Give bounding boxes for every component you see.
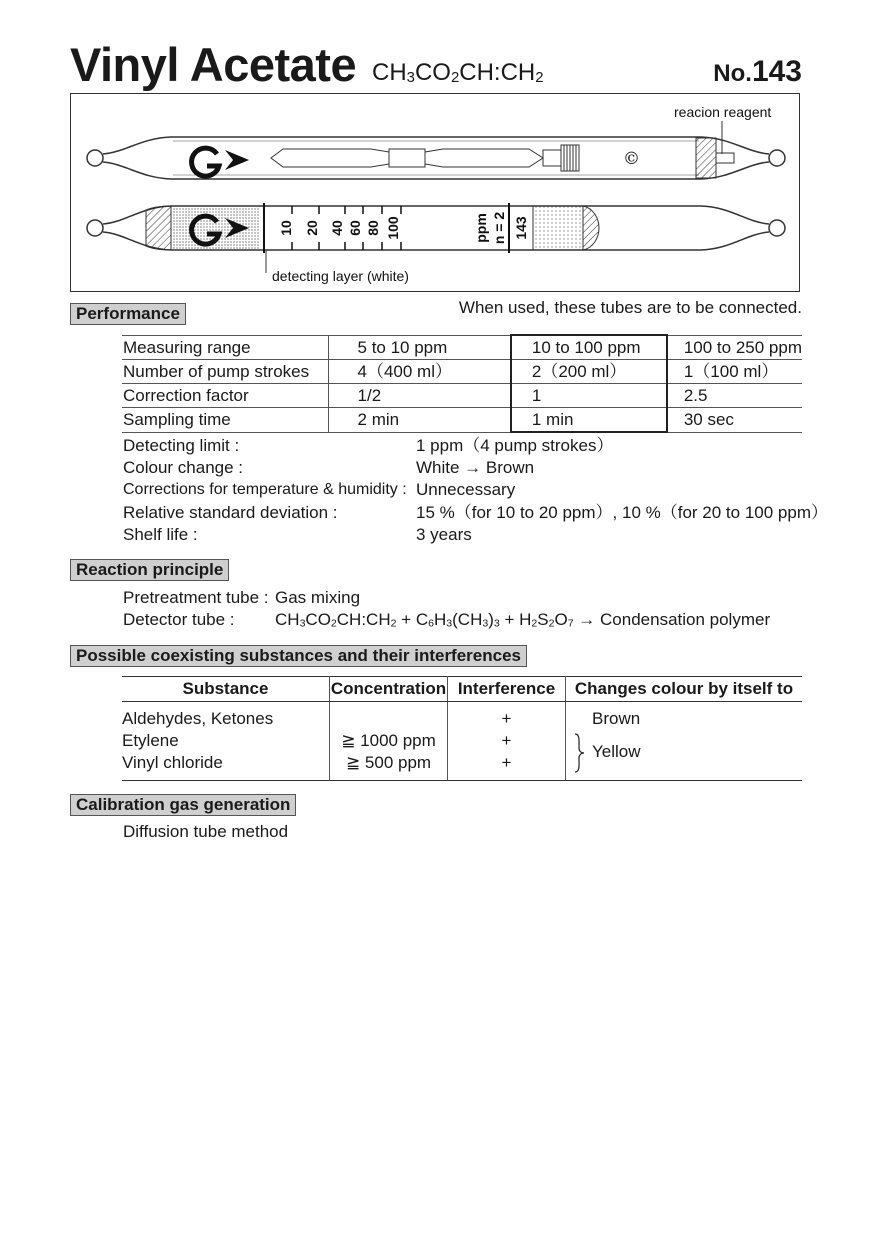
table-row <box>122 408 802 433</box>
concentration-value <box>330 708 447 730</box>
connection-note: When used, these tubes are to be connected. <box>458 298 802 317</box>
pretreatment-value: Gas mixing <box>275 588 361 607</box>
table-cell: 1 <box>511 384 667 408</box>
reaction-equation: $CH_3CO_2CH:CH_2 + C_6H_3(CH_3)_3 + H_2S_2O_7$ → Condensation polymer <box>275 610 771 630</box>
deviation-value: 15 %（for 10 to 20 ppm）, 10 %（for 20 to 100 ppm） <box>416 503 828 522</box>
table-cell: 2（200 ml） <box>511 360 667 384</box>
substance-name: Vinyl chloride <box>122 753 223 772</box>
substance-name: Aldehydes, Ketones <box>122 709 274 728</box>
corrections-label: Corrections for temperature & humidity : <box>123 481 407 498</box>
pretreatment-tube <box>87 121 785 179</box>
pretreatment-label: Pretreatment tube : <box>123 588 269 607</box>
calibration-method: Diffusion tube method <box>123 822 289 841</box>
row-label: Correction factor <box>122 384 328 408</box>
substance-name: Etylene <box>122 731 179 750</box>
scale-mark-40: 40 <box>329 220 345 236</box>
tube-code-label: 143 <box>513 216 529 240</box>
interference-mark: + <box>501 753 512 772</box>
table-header-row <box>122 677 802 702</box>
table-cell: 1/2 <box>328 384 511 408</box>
column-header-interference: Interference <box>448 677 566 702</box>
copyright-mark: © <box>623 149 640 169</box>
shelf-life-label: Shelf life : <box>123 525 198 544</box>
substance-cell <box>122 702 330 781</box>
interference-mark: + <box>501 709 512 728</box>
calibration-heading: Calibration gas generation <box>70 794 296 816</box>
detecting-layer-label: detecting layer (white) <box>272 268 409 284</box>
scale-mark-100: 100 <box>385 216 401 240</box>
scale-mark-10: 10 <box>278 220 294 236</box>
concentration-cell <box>330 702 448 781</box>
colour-change-value: White → Brown <box>416 458 535 477</box>
unit-label: ppm <box>473 213 489 243</box>
shelf-life-value: 3 years <box>416 525 472 544</box>
table-cell: 1（100 ml） <box>667 360 802 384</box>
row-label: Measuring range <box>122 335 328 360</box>
interferences-heading: Possible coexisting substances and their interferences <box>70 645 527 667</box>
table-cell: 5 to 10 ppm <box>328 335 511 360</box>
table-cell: 2.5 <box>667 384 802 408</box>
chemical-formula: $CH_3CO_2CH:CH_2$ <box>372 59 544 87</box>
brace-icon <box>573 733 585 773</box>
concentration-value: ≧ 1000 ppm <box>341 731 436 750</box>
table-cell: 2 min <box>328 408 511 433</box>
table-cell: 4（400 ml） <box>328 360 511 384</box>
detector-label: Detector tube : <box>123 610 235 629</box>
reaction-reagent-label: reacion reagent <box>674 104 772 120</box>
scale-mark-80: 80 <box>365 220 381 236</box>
colour-change-label: Colour change : <box>123 458 244 477</box>
table-cell: 100 to 250 ppm <box>667 335 802 360</box>
tube-diagram <box>70 93 800 292</box>
row-label: Number of pump strokes <box>122 360 328 384</box>
interferences-table <box>122 676 802 781</box>
page-title: Vinyl Acetate <box>70 38 357 91</box>
colour-brown: Brown <box>592 709 641 728</box>
column-header-concentration: Concentration <box>330 677 448 702</box>
scale-mark-20: 20 <box>304 220 320 236</box>
table-cell: 10 to 100 ppm <box>511 335 667 360</box>
detecting-limit-value: 1 ppm（4 pump strokes） <box>416 436 614 455</box>
table-row <box>122 384 802 408</box>
tube-number: No.143 <box>713 55 802 88</box>
colour-cell <box>566 702 803 781</box>
performance-heading: Performance <box>70 303 186 325</box>
interference-cell <box>448 702 566 781</box>
table-row <box>122 702 802 781</box>
tube-illustration <box>71 94 801 293</box>
scale-mark-60: 60 <box>347 220 363 236</box>
deviation-label: Relative standard deviation : <box>123 503 338 522</box>
column-header-substance: Substance <box>122 677 330 702</box>
detector-tube <box>87 203 785 273</box>
strokes-label: n = 2 <box>491 211 507 245</box>
column-header-colour: Changes colour by itself to <box>566 677 803 702</box>
table-cell: 1 min <box>511 408 667 433</box>
interference-mark: + <box>501 731 512 750</box>
detecting-limit-label: Detecting limit : <box>123 436 240 455</box>
concentration-value: ≧ 500 ppm <box>345 753 432 772</box>
colour-yellow: Yellow <box>592 742 641 761</box>
row-label: Sampling time <box>122 408 328 433</box>
table-row <box>122 335 802 360</box>
performance-table <box>122 334 802 433</box>
reaction-heading: Reaction principle <box>70 559 229 581</box>
table-cell: 30 sec <box>667 408 802 433</box>
corrections-value: Unnecessary <box>416 480 516 499</box>
table-row <box>122 360 802 384</box>
